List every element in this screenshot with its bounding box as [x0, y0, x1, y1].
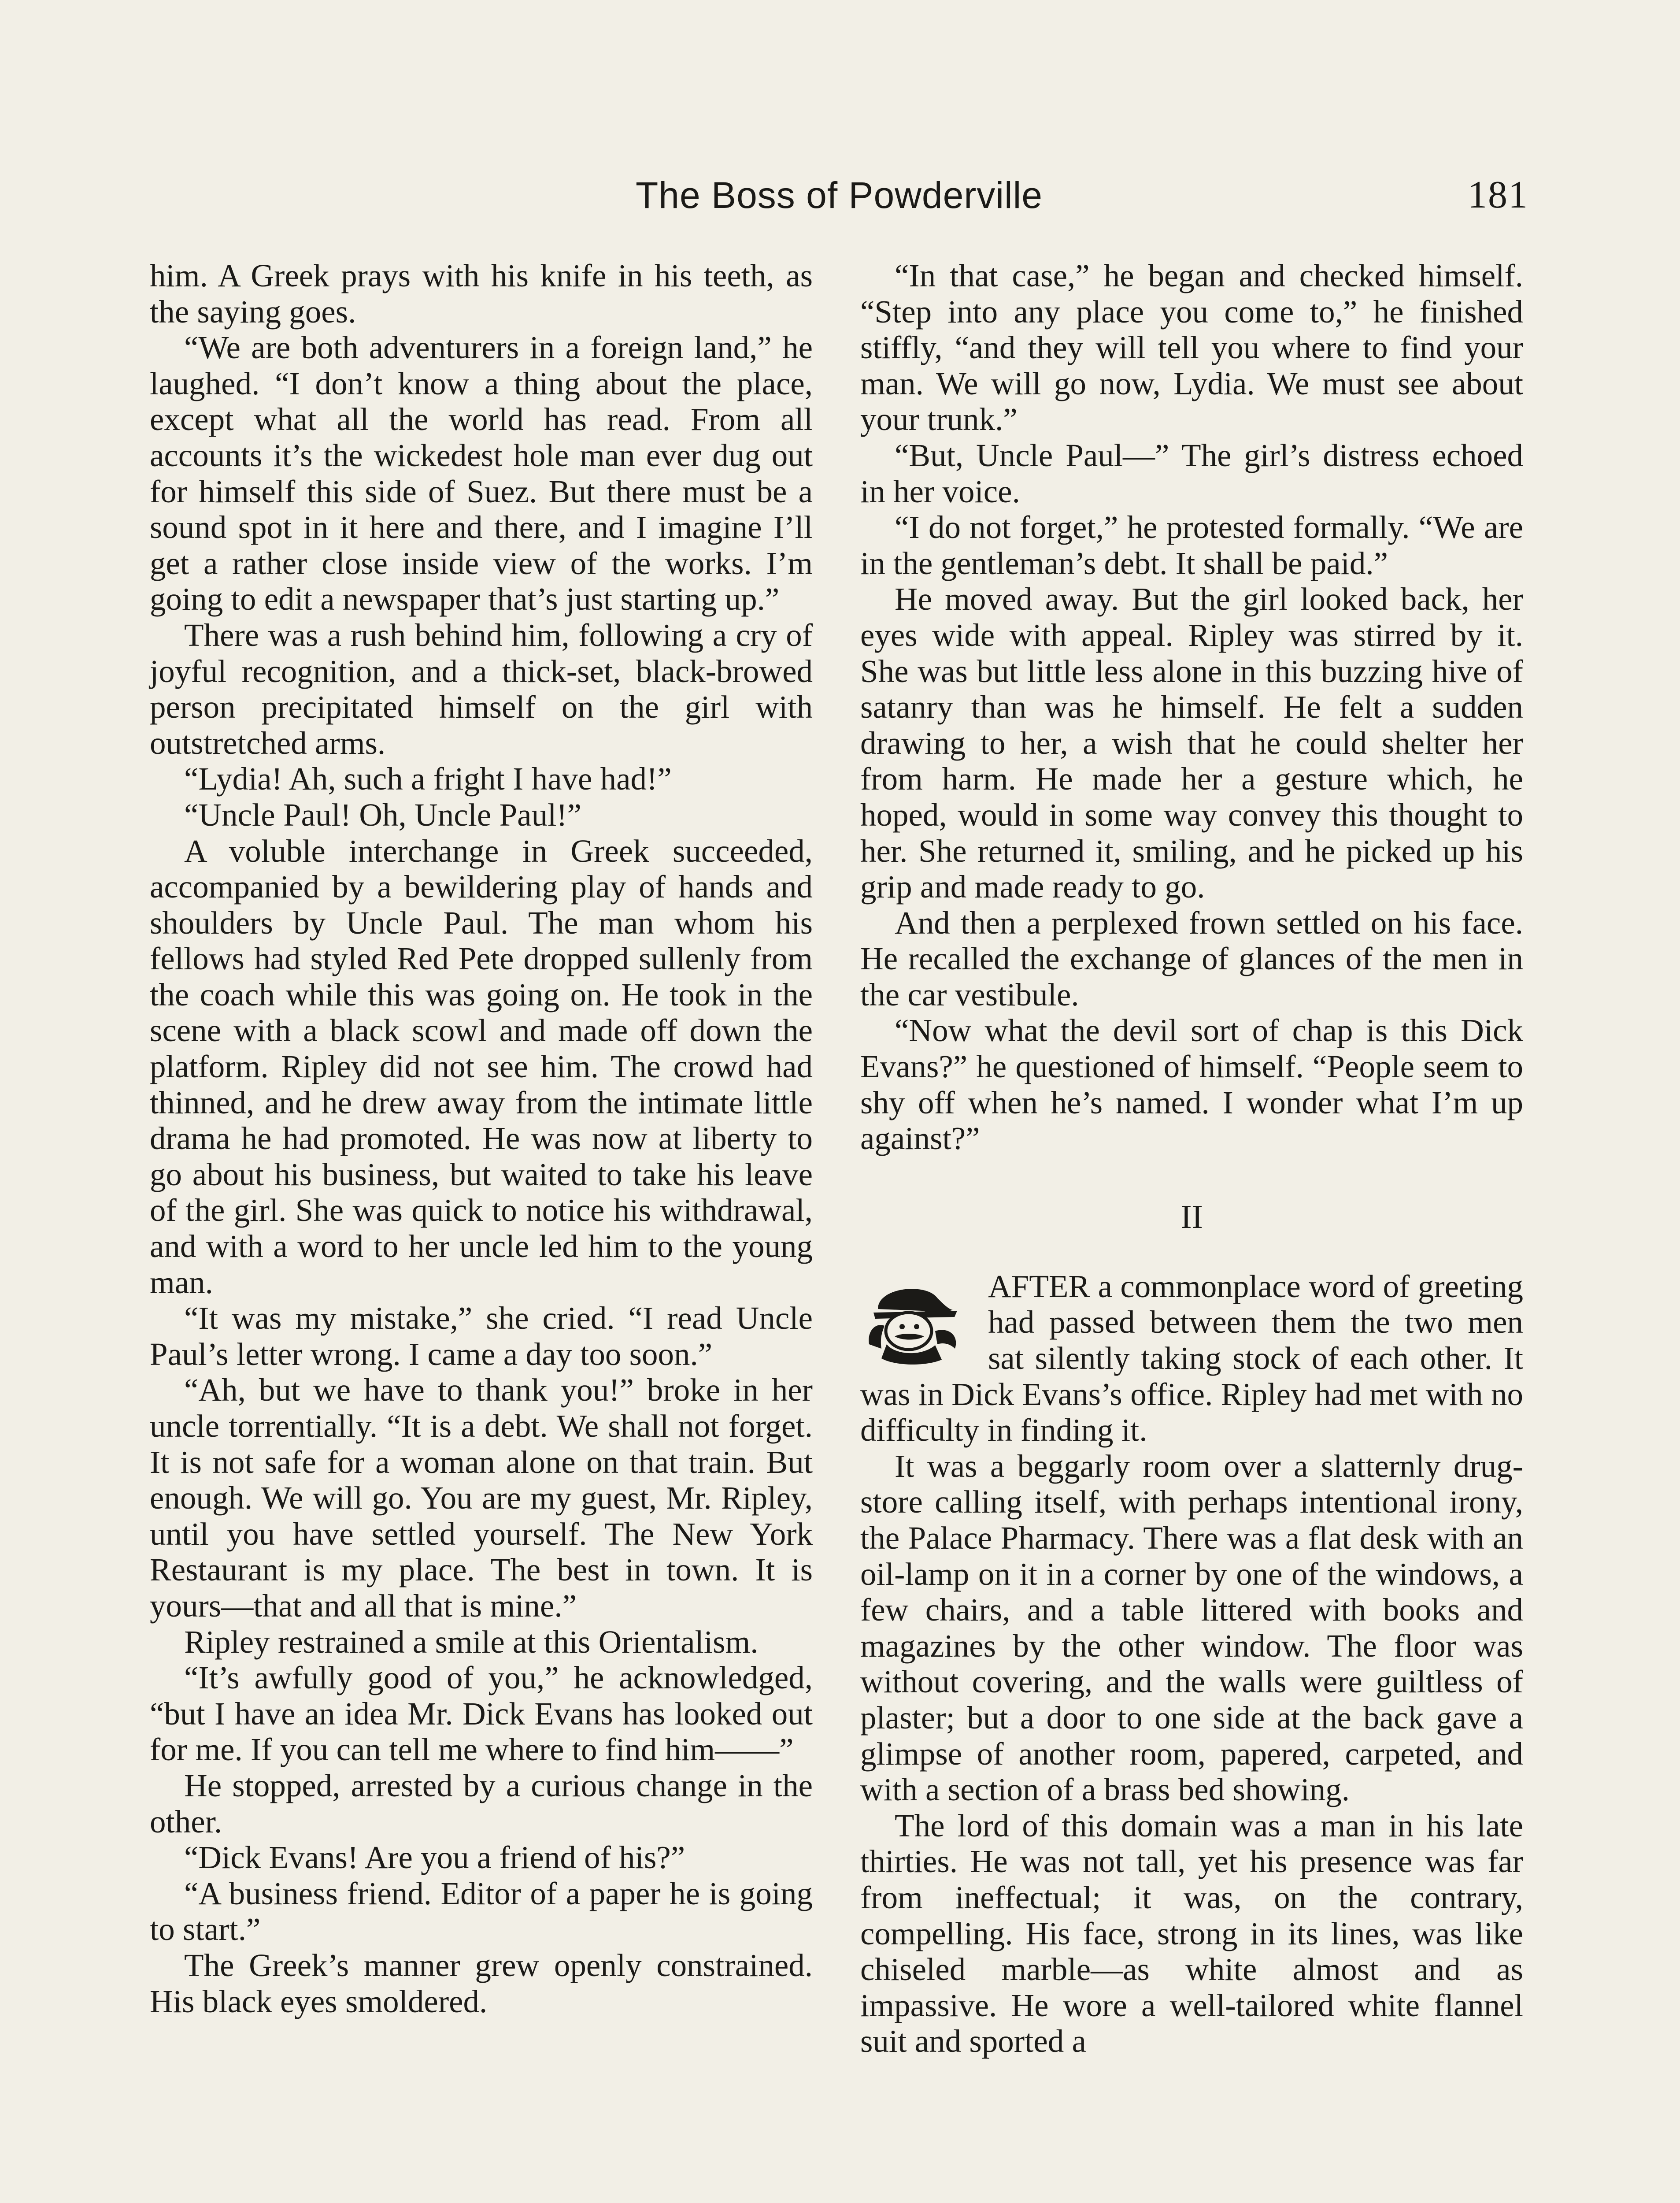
paragraph: “Now what the devil sort of chap is this Dick Evans?” he questioned of himself. “People seem to shy off when he’s named. I wonder what I’m up against?” — [860, 1012, 1523, 1157]
right-column — [860, 258, 1523, 2059]
paragraph: Ripley restrained a smile at this Orientalism. — [184, 1624, 759, 1660]
paragraph: “In that case,” he began and checked himself. “Step into any place you come to,” he finished stiffly, “and they will tell you where to find your man. We will go now, Lydia. We must see about your trunk.” — [860, 258, 1523, 438]
paragraph: There was a rush behind him, following a cry of joyful recognition, and a thick-set, black-browed person precipitated himself on the girl with outstretched arms. — [150, 617, 813, 761]
paragraph: And then a perplexed frown settled on his face. He recalled the exchange of glances of the men in the car vestibule. — [860, 905, 1523, 1012]
paragraph: him. A Greek prays with his knife in his teeth, as the saying goes. — [150, 258, 813, 330]
paragraph: “We are both adventurers in a foreign land,” he laughed. “I don’t know a thing about the place, except what all the world has read. From all accounts it’s the wickedest hole man ever dug out for himself this side of Suez. But there must be a sound spot in it here and there, and I imagine I’ll get a rather close inside view of the works. I’m going to edit a newspaper that’s just starting up.” — [150, 330, 813, 617]
paragraph: He stopped, arrested by a curious change in the other. — [150, 1767, 813, 1840]
paragraph: “Dick Evans! Are you a friend of his?” — [184, 1840, 685, 1876]
page-number: 181 — [1468, 174, 1528, 216]
paragraph: “Ah, but we have to thank you!” broke in her uncle torrentially. “It is a debt. We shall not forget. It is not safe for a woman alone on that train. But enough. We will go. You are my guest, Mr. Ripley, until you have settled yourself. The New York Restaurant is my place. The best in town. It is yours—that and all that is mine.” — [150, 1372, 813, 1624]
paragraph: “Lydia! Ah, such a fright I have had!” — [184, 761, 672, 797]
paragraph: It was a beggarly room over a slatternly drug-store calling itself, with perhaps intentional irony, the Palace Pharmacy. There was a flat desk with an oil-lamp on it in a corner by one of the windows, a few chairs, and a table littered with books and magazines by the other window. The floor was without covering, and the walls were guiltless of plaster; but a door to one side at the back gave a glimpse of another room, papered, carpeted, and with a section of a brass bed showing. — [860, 1448, 1523, 1808]
paragraph: “It’s awfully good of you,” he acknowledged, “but I have an idea Mr. Dick Evans has looked out for me. If you can tell me where to find him——” — [150, 1660, 813, 1768]
running-title: The Boss of Powderville — [635, 174, 1043, 216]
paragraph: “I do not forget,” he protested formally. “We are in the gentleman’s debt. It shall be paid.” — [860, 509, 1523, 581]
miner-head-dropcap-icon — [860, 1278, 970, 1366]
section-number: II — [1180, 1198, 1203, 1235]
left-column — [150, 258, 813, 2019]
running-header — [150, 171, 1528, 224]
paragraph: A voluble interchange in Greek succeeded, accompanied by a bewildering play of hands and shoulders by Uncle Paul. The man whom his fellows had styled Red Pete dropped sullenly from the coach while this was going on. He took in the scene with a black scowl and made off down the platform. Ripley did not see him. The crowd had thinned, and he drew away from the intimate little drama he had promoted. He was now at liberty to go about his business, but waited to take his leave of the girl. She was quick to notice his withdrawal, and with a word to her uncle led him to the young man. — [150, 833, 813, 1300]
paragraph: “A business friend. Editor of a paper he is going to start.” — [150, 1875, 813, 1947]
paragraph: The lord of this domain was a man in his late thirties. He was not tall, yet his presence was far from ineffectual; it was, on the contrary, compelling. His face, strong in its lines, was like chiseled marble—as white almost and as impassive. He wore a well-tailored white flannel suit and sported a — [860, 1807, 1523, 2059]
paragraph: “But, Uncle Paul—” The girl’s distress echoed in her voice. — [860, 437, 1523, 509]
paragraph: He moved away. But the girl looked back, her eyes wide with appeal. Ripley was stirred by it. She was but little less alone in this buzzing hive of satanry than was he himself. He felt a sudden drawing to her, a wish that he could shelter her from harm. He made her a gesture which, he hoped, would in some way convey this thought to her. She returned it, smiling, and he picked up his grip and made ready to go. — [860, 581, 1523, 905]
paragraph: “It was my mistake,” she cried. “I read Uncle Paul’s letter wrong. I came a day too soon.” — [150, 1300, 813, 1372]
paragraph: “Uncle Paul! Oh, Uncle Paul!” — [184, 797, 582, 833]
paragraph: The Greek’s manner grew openly constrained. His black eyes smoldered. — [150, 1947, 813, 2019]
paragraph: AFTER a commonplace word of greeting had passed between them the two men sat silently taking stock of each other. It was in Dick Evans’s office. Ripley had met with no difficulty in finding it. — [860, 1268, 1523, 1448]
